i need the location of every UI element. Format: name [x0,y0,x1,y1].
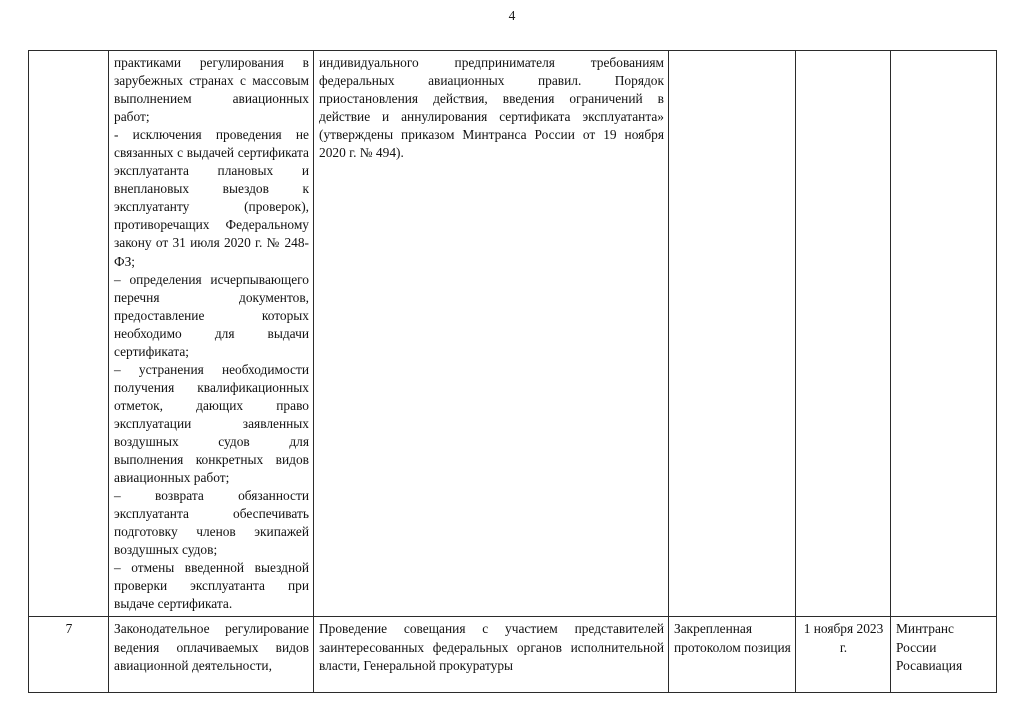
issue-paragraph: – определения исчерпывающего перечня документов, предоставление которых необходимо для выдачи сертификата; [114,271,309,359]
table-row [29,51,997,617]
cell-responsible [891,51,997,617]
issue-paragraph: - исключения проведения не связанных с выдачей сертификата эксплуатанта плановых и внеплановых выездов к эксплуатанту (проверок), противоречащих Федеральному закону от 31 июля 2020 г. № 248-ФЗ; [114,127,309,269]
cell-proposal: индивидуального предпринимателя требованиям федеральных авиационных правил. Порядок приостановления действия, введения ограничений в действие и аннулирования сертификата эксплуатанта» (утверждены приказом Минтранса России от 19 ноября 2020 г. № 494). [314,51,669,617]
cell-proposal: Проведение совещания с участием представителей заинтересованных федеральных органов исполнительной власти, Генеральной прокуратуры [314,617,669,693]
cell-row-number [29,51,109,617]
responsible-line: России [896,639,937,655]
issue-paragraph: – возврата обязанности эксплуатанта обеспечивать подготовку членов экипажей воздушных судов; [114,488,309,558]
issue-paragraph: – устранения необходимости получения квалификационных отметок, дающих право эксплуатации заявленных воздушных судов для выполнения конкретных видов авиационных работ; [114,361,309,486]
cell-responsible [891,617,997,693]
responsible-line: Росавиация [896,657,963,673]
cell-deadline [796,51,891,617]
responsible-line: Минтранс [896,621,955,637]
issue-paragraph: – отмены введенной выездной проверки эксплуатанта при выдаче сертификата. [114,560,309,612]
table-row [29,617,997,693]
cell-result [669,51,796,617]
cell-row-number: 7 [29,617,109,693]
cell-deadline: 1 ноября 2023 г. [796,617,891,693]
data-table [28,50,997,693]
cell-issue [109,51,314,617]
page-number: 4 [508,8,516,23]
cell-result: Закрепленная протоколом позиция [669,617,796,693]
cell-issue: Законодательное регулирование ведения оплачиваемых видов авиационной деятельности, [109,617,314,693]
issue-paragraph: практиками регулирования в зарубежных странах с массовым выполнением авиационных работ; [114,55,309,125]
